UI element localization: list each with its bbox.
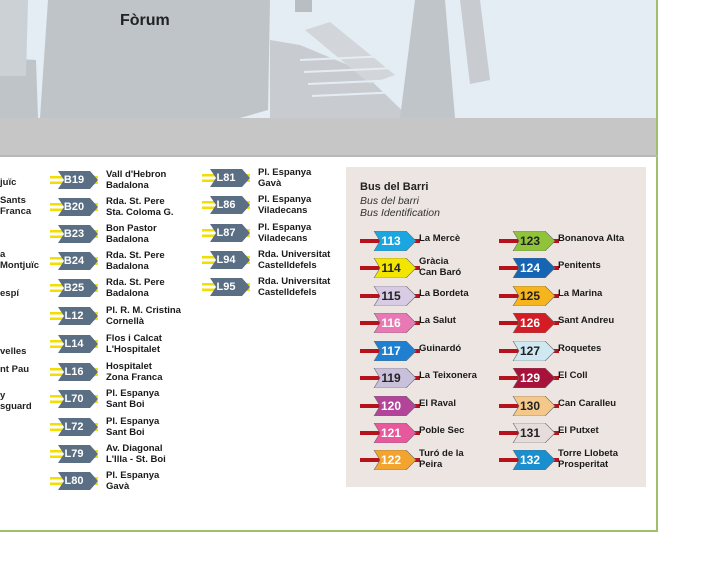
barri-line-name: Torre Llobeta Prosperitat	[558, 448, 618, 470]
bus-line-code: L95	[216, 281, 236, 293]
bus-line-tag	[50, 418, 98, 436]
panel-title: Bus del Barri	[360, 181, 429, 193]
barri-line-tag	[360, 286, 420, 306]
bus-line-destination: Hospitalet Zona Franca	[106, 361, 163, 383]
bus-line-tag	[50, 307, 98, 325]
bus-line-destination: Pl. Espanya Viladecans	[258, 194, 312, 216]
forum-title: Fòrum	[120, 12, 170, 29]
barri-line-name: El Coll	[558, 370, 588, 381]
bus-line-destination: Pl. Espanya Gavà	[106, 470, 160, 492]
barri-line-tag	[499, 258, 559, 278]
bus-line-destination: Rda. St. Pere Badalona	[106, 250, 165, 272]
bus-line-destination: Rda. St. Pere Sta. Coloma G.	[106, 196, 174, 218]
barri-line-tag	[499, 423, 559, 443]
forum-area-illustration	[0, 0, 656, 118]
bus-line-tag	[50, 363, 98, 381]
left-fragment: velles	[0, 346, 27, 357]
barri-line-code: 117	[381, 344, 401, 358]
left-fragment: Montjuïc	[0, 260, 40, 271]
barri-line-name: Bonanova Alta	[558, 233, 625, 244]
barri-line-name: Poble Sec	[419, 425, 465, 436]
barri-line-name: El Putxet	[558, 425, 599, 436]
barri-line-name: Roquetes	[558, 343, 602, 354]
bus-line-tag	[50, 225, 98, 243]
panel-subtitle-ca: Bus del barri	[360, 195, 419, 207]
bus-line-tag	[50, 171, 98, 189]
bus-line-tag	[50, 252, 98, 270]
bus-line-tag	[50, 390, 98, 408]
barri-line-code: 115	[381, 289, 401, 303]
bus-line-tag	[50, 198, 98, 216]
barri-line-code: 121	[380, 426, 402, 440]
barri-line-code: 122	[380, 453, 402, 467]
building-silhouette	[0, 0, 656, 118]
barri-line-tag	[360, 313, 420, 333]
bus-line-tag	[50, 279, 98, 297]
barri-line-tag	[499, 286, 559, 306]
left-fragment: Sants	[0, 195, 26, 206]
bus-line-code: L14	[64, 338, 84, 350]
bus-line-code: L87	[216, 227, 236, 239]
bus-line-code: L79	[64, 448, 84, 460]
bus-line-destination: Av. Diagonal L'Illa - St. Boi	[106, 443, 166, 465]
barri-line-name: Guinardó	[419, 343, 462, 354]
barri-line-tag	[360, 258, 420, 278]
barri-line-tag	[360, 396, 420, 416]
barri-line-code: 132	[519, 453, 541, 467]
barri-line-name: Can Caralleu	[558, 398, 617, 409]
barri-line-code: 130	[519, 399, 541, 413]
bus-line-code: L86	[216, 199, 236, 211]
left-fragment: nt Pau	[0, 364, 30, 375]
bus-line-code: B19	[63, 174, 85, 186]
bus-line-tag	[202, 251, 250, 269]
bus-line-tag	[202, 278, 250, 296]
bus-del-barri-panel	[346, 167, 646, 487]
left-fragment: sguard	[0, 401, 32, 412]
barri-line-name: La Bordeta	[419, 288, 469, 299]
barri-line-name: La Marina	[558, 288, 603, 299]
barri-line-tag	[499, 368, 559, 388]
bus-line-destination: Vall d'Hebron Badalona	[106, 169, 167, 191]
barri-line-code: 131	[519, 426, 541, 440]
bus-line-destination: Pl. Espanya Sant Boi	[106, 388, 160, 410]
barri-line-code: 113	[381, 234, 401, 248]
barri-line-code: 123	[519, 234, 541, 248]
barri-line-name: El Raval	[419, 398, 456, 409]
bus-line-tag	[50, 472, 98, 490]
bus-line-destination: Pl. Espanya Viladecans	[258, 222, 312, 244]
bus-line-tag	[202, 196, 250, 214]
bus-line-code: L80	[64, 475, 84, 487]
barri-line-name: La Mercè	[419, 233, 461, 244]
barri-line-code: 127	[519, 344, 541, 358]
barri-line-tag	[499, 231, 559, 251]
barri-line-code: 120	[380, 399, 402, 413]
left-fragment: a	[0, 249, 6, 260]
barri-line-tag	[499, 341, 559, 361]
barri-line-tag	[499, 396, 559, 416]
bus-line-code: L81	[216, 172, 236, 184]
barri-line-name: Turó de la Peira	[419, 448, 464, 470]
bus-line-destination: Rda. Universitat Castelldefels	[258, 276, 331, 298]
bus-line-destination: Flos i Calcat L'Hospitalet	[106, 333, 162, 355]
barri-line-name: La Salut	[419, 315, 456, 326]
barri-line-tag	[360, 423, 420, 443]
barri-line-tag	[360, 341, 420, 361]
bus-line-tag	[202, 224, 250, 242]
street-band	[0, 118, 656, 156]
bus-line-code: L16	[64, 366, 84, 378]
bus-line-code: L72	[64, 421, 84, 433]
band-edge	[0, 155, 658, 157]
panel-subtitle-en: Bus Identification	[360, 207, 440, 219]
bus-line-tag	[202, 169, 250, 187]
barri-line-code: 116	[381, 316, 401, 330]
left-fragment: y	[0, 390, 6, 401]
bus-line-code: L12	[64, 310, 84, 322]
bus-line-code: B23	[63, 228, 85, 240]
barri-line-tag	[499, 450, 559, 470]
bus-line-code: B25	[63, 282, 85, 294]
barri-line-code: 129	[519, 371, 541, 385]
bus-line-code: B24	[63, 255, 85, 267]
left-fragment: Franca	[0, 206, 32, 217]
bus-line-destination: Bon Pastor Badalona	[106, 223, 157, 245]
barri-line-code: 126	[519, 316, 541, 330]
bus-line-destination: Pl. R. M. Cristina Cornellà	[106, 305, 181, 327]
bus-line-destination: Pl. Espanya Sant Boi	[106, 416, 160, 438]
frame-right	[656, 0, 658, 532]
bus-line-destination: Rda. St. Pere Badalona	[106, 277, 165, 299]
bus-line-tag	[50, 445, 98, 463]
barri-line-name: La Teixonera	[419, 370, 477, 381]
bus-line-code: L70	[64, 393, 84, 405]
left-fragment: juïc	[0, 177, 17, 188]
barri-line-tag	[360, 450, 420, 470]
frame-bottom	[0, 530, 658, 532]
left-fragment: espí	[0, 288, 20, 299]
barri-line-name: Gràcia Can Baró	[419, 256, 462, 278]
bus-line-destination: Pl. Espanya Gavà	[258, 167, 312, 189]
barri-line-code: 119	[381, 371, 401, 385]
barri-line-tag	[360, 231, 420, 251]
barri-line-tag	[499, 313, 559, 333]
bus-line-code: B20	[63, 201, 85, 213]
barri-line-name: Sant Andreu	[558, 315, 615, 326]
barri-line-name: Penitents	[558, 260, 601, 271]
barri-line-tag	[360, 368, 420, 388]
bus-line-code: L94	[216, 254, 236, 266]
barri-line-code: 125	[519, 289, 541, 303]
bus-line-tag	[50, 335, 98, 353]
barri-line-code: 114	[381, 261, 401, 275]
barri-line-code: 124	[519, 261, 541, 275]
bus-line-destination: Rda. Universitat Castelldefels	[258, 249, 331, 271]
